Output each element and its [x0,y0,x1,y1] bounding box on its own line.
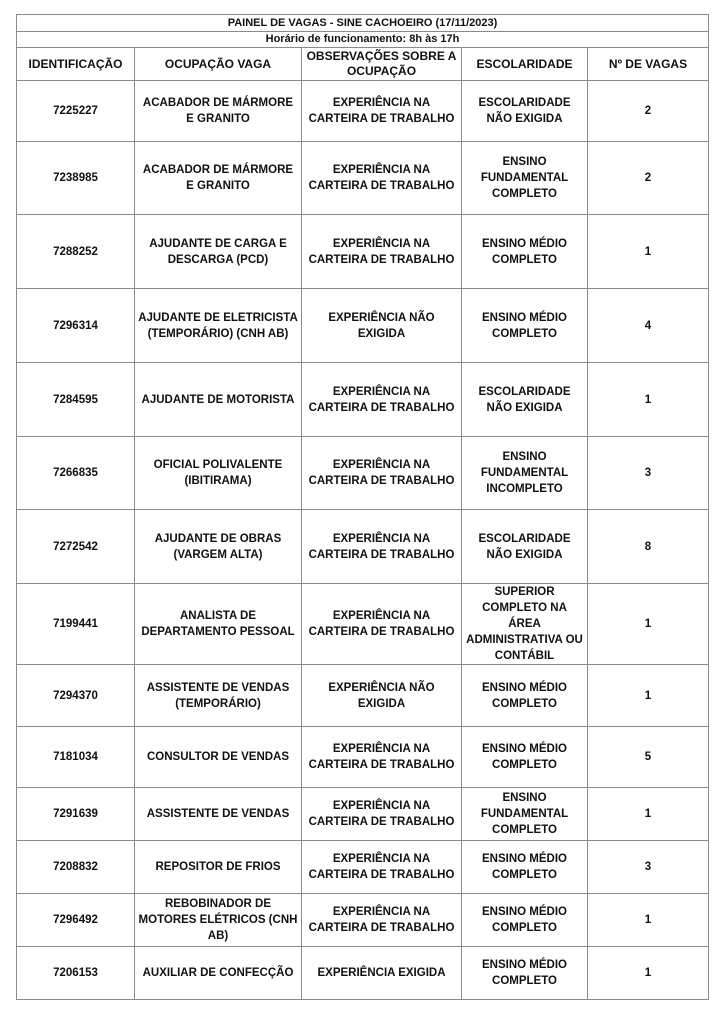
cell-observations: EXPERIÊNCIA NA CARTEIRA DE TRABALHO [302,142,462,215]
cell-education: ENSINO MÉDIO COMPLETO [462,289,588,363]
cell-education: ENSINO FUNDAMENTAL INCOMPLETO [462,437,588,510]
cell-observations: EXPERIÊNCIA NÃO EXIGIDA [302,665,462,727]
cell-vacancies: 4 [588,289,709,363]
cell-id: 7238985 [17,142,135,215]
cell-vacancies: 1 [588,363,709,437]
cell-vacancies: 3 [588,841,709,894]
cell-education: ENSINO MÉDIO COMPLETO [462,665,588,727]
cell-vacancies: 1 [588,894,709,947]
cell-occupation: OFICIAL POLIVALENTE (IBITIRAMA) [135,437,302,510]
cell-occupation: ANALISTA DE DEPARTAMENTO PESSOAL [135,584,302,665]
job-vacancies-table [16,14,709,1000]
table-header-row [17,48,709,81]
cell-id: 7296314 [17,289,135,363]
cell-vacancies: 1 [588,584,709,665]
table-row [17,437,709,510]
cell-education: ESCOLARIDADE NÃO EXIGIDA [462,81,588,142]
cell-vacancies: 1 [588,665,709,727]
cell-observations: EXPERIÊNCIA NA CARTEIRA DE TRABALHO [302,215,462,289]
cell-education: ESCOLARIDADE NÃO EXIGIDA [462,510,588,584]
table-row [17,363,709,437]
cell-id: 7272542 [17,510,135,584]
opening-hours: Horário de funcionamento: 8h às 17h [17,32,709,48]
cell-id: 7181034 [17,727,135,788]
column-header-vacancies: Nº DE VAGAS [588,48,709,81]
table-row [17,215,709,289]
cell-occupation: ASSISTENTE DE VENDAS [135,788,302,841]
column-header-education: ESCOLARIDADE [462,48,588,81]
cell-id: 7294370 [17,665,135,727]
table-row [17,289,709,363]
column-header-id: IDENTIFICAÇÃO [17,48,135,81]
cell-id: 7288252 [17,215,135,289]
table-row [17,142,709,215]
cell-observations: EXPERIÊNCIA EXIGIDA [302,947,462,1000]
cell-occupation: AJUDANTE DE OBRAS (VARGEM ALTA) [135,510,302,584]
cell-observations: EXPERIÊNCIA NA CARTEIRA DE TRABALHO [302,894,462,947]
cell-observations: EXPERIÊNCIA NA CARTEIRA DE TRABALHO [302,727,462,788]
cell-occupation: CONSULTOR DE VENDAS [135,727,302,788]
cell-vacancies: 1 [588,788,709,841]
cell-occupation: ACABADOR DE MÁRMORE E GRANITO [135,142,302,215]
cell-observations: EXPERIÊNCIA NA CARTEIRA DE TRABALHO [302,363,462,437]
cell-observations: EXPERIÊNCIA NA CARTEIRA DE TRABALHO [302,510,462,584]
cell-occupation: AJUDANTE DE CARGA E DESCARGA (PCD) [135,215,302,289]
cell-education: ENSINO MÉDIO COMPLETO [462,841,588,894]
table-row [17,81,709,142]
cell-id: 7208832 [17,841,135,894]
cell-occupation: AJUDANTE DE MOTORISTA [135,363,302,437]
cell-education: ENSINO MÉDIO COMPLETO [462,727,588,788]
cell-vacancies: 8 [588,510,709,584]
job-board-sheet [16,14,708,1000]
table-row [17,841,709,894]
cell-education: SUPERIOR COMPLETO NA ÁREA ADMINISTRATIVA OU CONTÁBIL [462,584,588,665]
cell-observations: EXPERIÊNCIA NA CARTEIRA DE TRABALHO [302,788,462,841]
table-row [17,727,709,788]
cell-occupation: AUXILIAR DE CONFECÇÃO [135,947,302,1000]
cell-id: 7225227 [17,81,135,142]
cell-vacancies: 1 [588,947,709,1000]
cell-id: 7291639 [17,788,135,841]
table-row [17,788,709,841]
cell-occupation: REPOSITOR DE FRIOS [135,841,302,894]
cell-observations: EXPERIÊNCIA NA CARTEIRA DE TRABALHO [302,584,462,665]
page-title: PAINEL DE VAGAS - SINE CACHOEIRO (17/11/2023) [17,15,709,32]
cell-occupation: AJUDANTE DE ELETRICISTA (TEMPORÁRIO) (CNH AB) [135,289,302,363]
table-row [17,894,709,947]
cell-occupation: REBOBINADOR DE MOTORES ELÉTRICOS (CNH AB) [135,894,302,947]
column-header-occupation: OCUPAÇÃO VAGA [135,48,302,81]
table-row [17,510,709,584]
cell-observations: EXPERIÊNCIA NÃO EXIGIDA [302,289,462,363]
cell-vacancies: 3 [588,437,709,510]
cell-observations: EXPERIÊNCIA NA CARTEIRA DE TRABALHO [302,81,462,142]
table-row [17,665,709,727]
table-row [17,947,709,1000]
cell-observations: EXPERIÊNCIA NA CARTEIRA DE TRABALHO [302,437,462,510]
cell-vacancies: 2 [588,142,709,215]
cell-education: ENSINO MÉDIO COMPLETO [462,894,588,947]
cell-education: ENSINO FUNDAMENTAL COMPLETO [462,142,588,215]
cell-education: ENSINO MÉDIO COMPLETO [462,215,588,289]
cell-observations: EXPERIÊNCIA NA CARTEIRA DE TRABALHO [302,841,462,894]
column-header-observations: OBSERVAÇÕES SOBRE A OCUPAÇÃO [302,48,462,81]
cell-education: ENSINO MÉDIO COMPLETO [462,947,588,1000]
cell-vacancies: 5 [588,727,709,788]
cell-id: 7199441 [17,584,135,665]
cell-occupation: ASSISTENTE DE VENDAS (TEMPORÁRIO) [135,665,302,727]
cell-id: 7266835 [17,437,135,510]
cell-vacancies: 1 [588,215,709,289]
cell-id: 7296492 [17,894,135,947]
cell-id: 7284595 [17,363,135,437]
cell-occupation: ACABADOR DE MÁRMORE E GRANITO [135,81,302,142]
cell-education: ESCOLARIDADE NÃO EXIGIDA [462,363,588,437]
cell-education: ENSINO FUNDAMENTAL COMPLETO [462,788,588,841]
cell-id: 7206153 [17,947,135,1000]
cell-vacancies: 2 [588,81,709,142]
table-row [17,584,709,665]
